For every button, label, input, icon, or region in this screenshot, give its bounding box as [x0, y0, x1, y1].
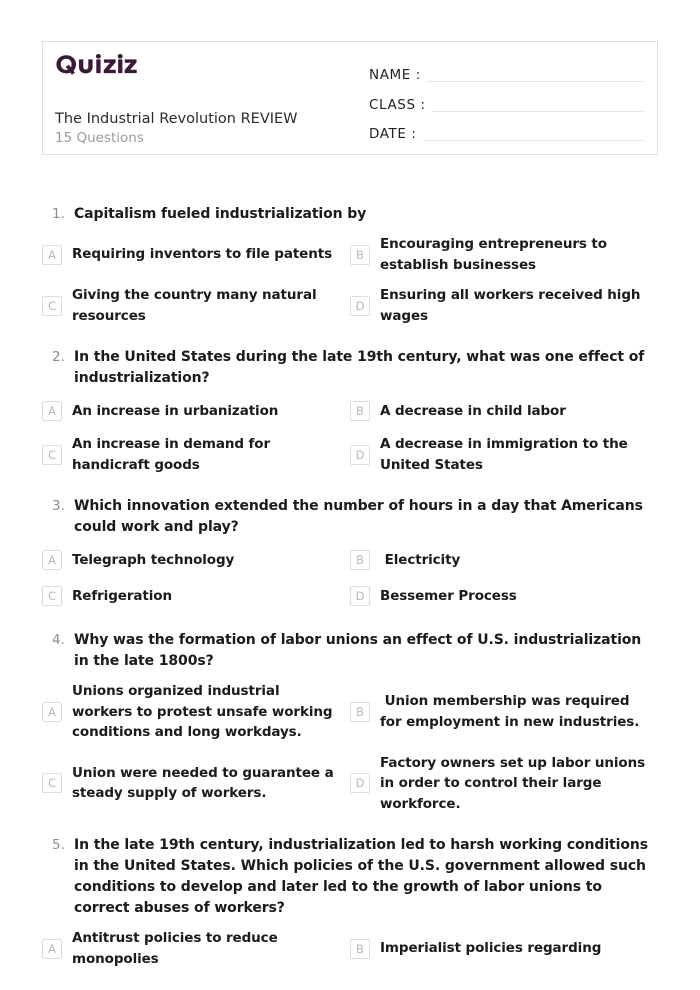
question-header: [42, 204, 658, 225]
answer-option-text: Union membership was required for employment in new industries.: [380, 693, 640, 730]
answer-option-letter: B: [350, 939, 370, 959]
answer-option[interactable]: [350, 681, 658, 743]
answer-options: [42, 398, 658, 485]
questions-list: [42, 204, 658, 990]
answer-option-text: Ensuring all workers received high wages: [380, 287, 646, 324]
answer-option[interactable]: [42, 753, 350, 815]
answer-option[interactable]: [350, 398, 658, 424]
question-block: [42, 835, 658, 979]
answer-option-text: Antitrust policies to reduce monopolies: [72, 930, 283, 967]
date-field-row: [369, 115, 643, 144]
date-field-label: DATE :: [369, 125, 417, 142]
answer-option-letter: D: [350, 586, 370, 606]
question-number: 4.: [52, 632, 65, 648]
answer-option[interactable]: [42, 547, 350, 573]
question-block: [42, 204, 658, 336]
answer-option-text: Telegraph technology: [72, 551, 235, 568]
answer-option-text: Factory owners set up labor unions in order to control their large workforce.: [380, 754, 650, 812]
answer-option-text: Requiring inventors to file patents: [72, 246, 333, 263]
answer-option-text: A decrease in child labor: [380, 402, 566, 419]
header-left-panel: [43, 42, 359, 154]
answer-option-letter: A: [42, 702, 62, 722]
quiz-question-count: 15 Questions: [55, 130, 144, 146]
question-header: [42, 630, 658, 672]
answer-options: [42, 547, 658, 619]
answer-option-letter: C: [42, 586, 62, 606]
question-header: [42, 835, 658, 919]
answer-options: [42, 928, 658, 979]
answer-option-text: Unions organized industrial workers to protest unsafe working conditions and long workdays.: [72, 683, 338, 740]
answer-option[interactable]: [350, 285, 658, 326]
class-field-input[interactable]: [432, 111, 643, 112]
name-field-label: NAME :: [369, 67, 421, 84]
answer-option[interactable]: [350, 753, 658, 815]
question-number: 5.: [52, 837, 65, 853]
answer-option-letter: A: [42, 550, 62, 570]
answer-option-text: Bessemer Process: [380, 587, 517, 604]
answer-option[interactable]: [42, 398, 350, 424]
question-text: Capitalism fueled industrialization by: [74, 206, 367, 222]
answer-option-text: Refrigeration: [72, 587, 172, 604]
answer-option-text: Electricity: [380, 551, 461, 568]
answer-option[interactable]: [42, 234, 350, 275]
worksheet-header-card: [42, 41, 658, 155]
question-text: Which innovation extended the number of hours in a day that Americans could work and play?: [74, 498, 643, 535]
answer-option-text: A decrease in immigration to the United States: [380, 436, 633, 473]
answer-option-letter: D: [350, 773, 370, 793]
answer-option[interactable]: [350, 234, 658, 275]
answer-option-text: Union were needed to guarantee a steady supply of workers.: [72, 764, 339, 802]
answer-options: [42, 681, 658, 824]
answer-option-letter: B: [350, 550, 370, 570]
quiz-title: The Industrial Revolution REVIEW: [55, 111, 298, 127]
answer-option[interactable]: [42, 434, 350, 475]
answer-option[interactable]: [42, 285, 350, 326]
answer-option-text: Encouraging entrepreneurs to establish businesses: [380, 236, 612, 273]
answer-option[interactable]: [350, 583, 658, 609]
quizizz-logo: [55, 54, 359, 76]
answer-option[interactable]: [350, 547, 658, 573]
answer-option[interactable]: [42, 583, 350, 609]
answer-option-letter: B: [350, 401, 370, 421]
name-field-input[interactable]: [427, 81, 643, 82]
answer-option[interactable]: [350, 434, 658, 475]
answer-options: [42, 234, 658, 336]
answer-option-letter: C: [42, 445, 62, 465]
answer-option[interactable]: [42, 681, 350, 743]
answer-option-letter: C: [42, 773, 62, 793]
answer-option-text: An increase in urbanization: [72, 402, 279, 419]
answer-option-letter: B: [350, 245, 370, 265]
question-number: 1.: [52, 206, 65, 222]
question-text: In the late 19th century, industrialization led to harsh working conditions in the United States. Which policies of the U.S. government allowed such conditions to develop and later led to the growth of labor unions to correct abuses of workers?: [74, 837, 648, 916]
question-text: In the United States during the late 19th century, what was one effect of industrialization?: [74, 349, 645, 386]
answer-option[interactable]: [350, 928, 658, 969]
answer-option-letter: A: [42, 939, 62, 959]
answer-option-text: Imperialist policies regarding: [380, 940, 602, 957]
answer-option-letter: D: [350, 445, 370, 465]
question-block: [42, 347, 658, 485]
date-field-input[interactable]: [423, 140, 643, 141]
class-field-row: [369, 85, 643, 114]
question-number: 3.: [52, 498, 65, 514]
question-text: Why was the formation of labor unions an effect of U.S. industrialization in the late 1800s?: [74, 632, 642, 669]
answer-option[interactable]: [42, 928, 350, 969]
student-info-fields: [359, 42, 657, 154]
answer-option-text: Giving the country many natural resources: [72, 287, 322, 324]
question-header: [42, 496, 658, 538]
question-block: [42, 496, 658, 619]
answer-option-letter: A: [42, 401, 62, 421]
answer-option-text: An increase in demand for handicraft goods: [72, 436, 275, 473]
question-number: 2.: [52, 349, 65, 365]
question-header: [42, 347, 658, 389]
class-field-label: CLASS :: [369, 96, 426, 113]
answer-option-letter: A: [42, 245, 62, 265]
answer-option-letter: C: [42, 296, 62, 316]
question-block: [42, 630, 658, 824]
quizizz-logo-icon: [55, 54, 137, 76]
answer-option-letter: B: [350, 702, 370, 722]
answer-option-letter: D: [350, 296, 370, 316]
name-field-row: [369, 56, 643, 85]
